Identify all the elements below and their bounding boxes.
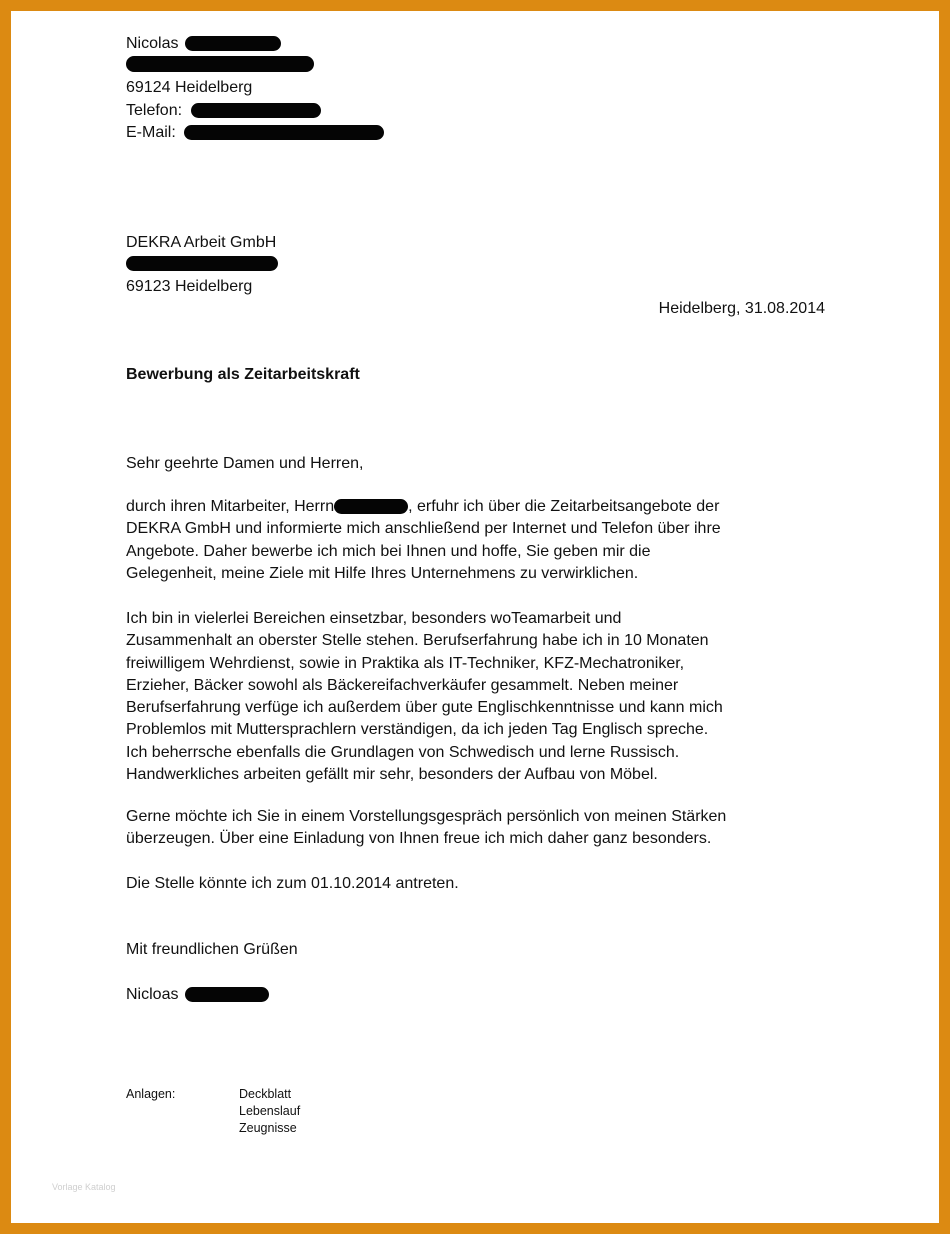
- email-redaction: [184, 125, 384, 140]
- paragraph-2-line: Erzieher, Bäcker sowohl als Bäckereifachverkäufer gesammelt. Neben meiner: [126, 676, 679, 694]
- sender-first-name: Nicolas: [126, 35, 179, 52]
- paragraph-1-line-1-end: , erfuhr ich über die Zeitarbeitsangebote der: [408, 498, 720, 515]
- closing: Mit freundlichen Grüßen: [126, 941, 298, 958]
- paragraph-3-line: Gerne möchte ich Sie in einem Vorstellungsgespräch persönlich von meinen Stärken: [126, 808, 727, 825]
- sender-surname-redaction: [185, 36, 281, 51]
- paragraph-2-line: Ich beherrsche ebenfalls die Grundlagen von Schwedisch und lerne Russisch.: [126, 743, 680, 761]
- email-label: E-Mail:: [126, 124, 176, 141]
- recipient-street-redaction: [126, 256, 278, 271]
- paragraph-2-line: freiwilligem Wehrdienst, sowie in Praktika als IT-Techniker, KFZ-Mechatroniker,: [126, 654, 685, 672]
- paragraph-2-line: Ich bin in vielerlei Bereichen einsetzbar, besonders woTeamarbeit und: [126, 610, 622, 627]
- subject-line: Bewerbung als Zeitarbeitskraft: [126, 366, 360, 383]
- attachments-label: Anlagen:: [126, 1087, 176, 1101]
- signature-line: [126, 984, 269, 1006]
- phone-label: Telefon:: [126, 102, 183, 119]
- paragraph-1-line-1-start: durch ihren Mitarbeiter, Herrn: [126, 498, 335, 515]
- paragraph-1: [126, 496, 866, 585]
- recipient-company: DEKRA Arbeit GmbH: [126, 234, 277, 251]
- paragraph-1-line-1: [126, 496, 866, 518]
- letter-page: [22, 22, 928, 1212]
- salutation: Sehr geehrte Damen und Herren,: [126, 455, 364, 472]
- signature-first-name: Nicloas: [126, 986, 179, 1003]
- paragraph-2-line: Handwerkliches arbeiten gefällt mir sehr, besonders der Aufbau von Möbel.: [126, 766, 658, 784]
- paragraph-2-line: Problemlos mit Muttersprachlern verständigen, da ich jeden Tag Englisch spreche.: [126, 721, 709, 739]
- paragraph-2-line: Berufserfahrung verfüge ich außerdem über gute Englischkenntnisse und kann mich: [126, 699, 723, 717]
- employee-name-redaction: [334, 499, 408, 514]
- recipient-city: 69123 Heidelberg: [126, 278, 253, 295]
- phone-redaction: [191, 103, 321, 118]
- sender-phone-line: [126, 100, 321, 122]
- paragraph-1-line-4: Gelegenheit, meine Ziele mit Hilfe Ihres Unternehmens zu verwirklichen.: [126, 564, 639, 582]
- paragraph-1-line-2: DEKRA GmbH und informierte mich anschließend per Internet und Telefon über ihre: [126, 520, 721, 538]
- paragraph-2: [126, 608, 866, 786]
- watermark-text: Vorlage Katalog: [52, 1182, 116, 1192]
- sender-email-line: [126, 122, 384, 144]
- sender-street-redaction: [126, 56, 314, 72]
- date-line: Heidelberg, 31.08.2014: [658, 300, 825, 317]
- signature-surname-redaction: [185, 987, 269, 1002]
- attachment-item: Deckblatt: [239, 1087, 292, 1101]
- attachments-list: [239, 1086, 300, 1137]
- paragraph-2-line: Zusammenhalt an oberster Stelle stehen. Berufserfahrung habe ich in 10 Monaten: [126, 632, 709, 650]
- attachment-item: Zeugnisse: [239, 1121, 297, 1135]
- paragraph-4: Die Stelle könnte ich zum 01.10.2014 antreten.: [126, 875, 459, 892]
- paragraph-1-line-3: Angebote. Daher bewerbe ich mich bei Ihnen und hoffe, Sie geben mir die: [126, 542, 651, 560]
- sender-name-line: [126, 33, 281, 55]
- sender-city: 69124 Heidelberg: [126, 79, 253, 96]
- paragraph-3: [126, 806, 866, 851]
- attachment-item: Lebenslauf: [239, 1104, 301, 1118]
- paragraph-3-line: überzeugen. Über eine Einladung von Ihnen freue ich mich daher ganz besonders.: [126, 830, 712, 848]
